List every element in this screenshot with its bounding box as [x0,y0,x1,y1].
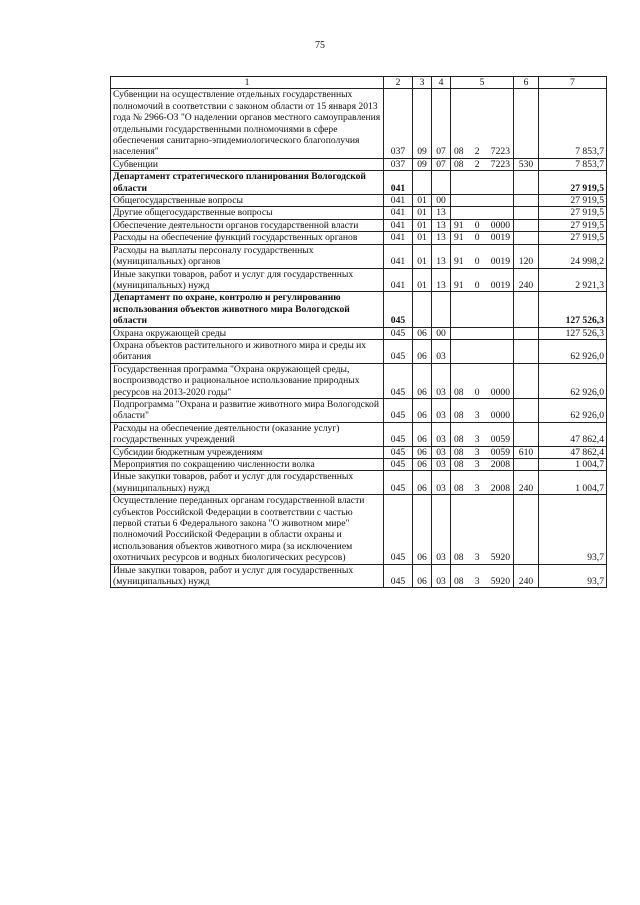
row-name-cell: Расходы на обеспечение функций государственных органов [111,232,384,244]
csr-direction-code: 0019 [490,256,510,268]
csr-direction-code: 2008 [490,459,510,470]
row-sum-cell: 27 919,5 [539,207,607,219]
csr-direction-code: 7223 [490,146,510,158]
row-vr-cell [514,363,539,398]
row-vr-cell: 240 [514,564,539,588]
csr-direction-code: 0059 [490,434,510,446]
row-pr-cell: 03 [432,471,451,495]
csr-subprogram-code: 3 [474,459,480,470]
row-pr-cell: 00 [432,195,451,207]
row-pr-cell: 03 [432,398,451,422]
row-grbs-cell: 045 [384,339,413,363]
row-pr-cell: 13 [432,219,451,231]
table-row [111,446,607,458]
row-pr-cell: 03 [432,422,451,446]
row-pr-cell: 03 [432,495,451,564]
row-rz-cell: 01 [413,232,432,244]
row-grbs-cell: 045 [384,327,413,339]
csr-program-code: 91 [454,256,464,268]
row-rz-cell: 06 [413,459,432,471]
row-name-cell: Другие общегосударственные вопросы [111,207,384,219]
csr-code-parts [453,146,511,157]
csr-program-code: 08 [454,146,464,158]
row-vr-cell [514,398,539,422]
csr-program-code: 91 [454,219,464,231]
row-grbs-cell: 045 [384,495,413,564]
table-row [111,398,607,422]
table-row [111,207,607,219]
row-grbs-cell: 041 [384,195,413,207]
row-csr-cell [451,232,514,244]
csr-direction-code: 0019 [490,232,510,244]
row-sum-cell: 27 919,5 [539,219,607,231]
row-vr-cell [514,495,539,564]
row-pr-cell: 13 [432,232,451,244]
row-grbs-cell: 037 [384,89,413,158]
row-name-cell: Обеспечение деятельности органов государственной власти [111,219,384,231]
row-rz-cell: 01 [413,195,432,207]
row-grbs-cell: 045 [384,446,413,458]
row-grbs-cell: 045 [384,422,413,446]
row-pr-cell: 03 [432,446,451,458]
csr-direction-code: 2008 [490,482,510,494]
row-csr-cell [451,422,514,446]
table-row [111,195,607,207]
row-rz-cell: 06 [413,422,432,446]
row-name-cell: Субвенции на осуществление отдельных государственных полномочий в соответствии с законом области от 15 января 2013 года № 2966-ОЗ "О наделении органов местного самоуправления отдельными государственными полномочиями в сфере обеспечения санитарно-эпидемиологического благополучия населения" [111,89,384,158]
csr-code-parts [453,576,511,587]
row-csr-cell [451,446,514,458]
row-grbs-cell: 037 [384,158,413,170]
table-row [111,471,607,495]
row-vr-cell [514,171,539,195]
table-row [111,171,607,195]
header-cell-pr: 4 [432,77,451,89]
row-grbs-cell: 045 [384,564,413,588]
csr-code-parts [453,280,511,291]
row-csr-cell [451,171,514,195]
row-sum-cell: 93,7 [539,495,607,564]
table-row [111,459,607,471]
csr-subprogram-code: 2 [474,158,480,170]
row-rz-cell: 09 [413,158,432,170]
row-sum-cell: 2 921,3 [539,268,607,292]
row-name-cell: Расходы на выплаты персоналу государственных (муниципальных) органов [111,244,384,268]
csr-code-parts [453,483,511,494]
row-vr-cell [514,339,539,363]
row-csr-cell [451,495,514,564]
row-vr-cell [514,232,539,244]
budget-table-body [111,77,607,588]
row-name-cell: Иные закупки товаров, работ и услуг для государственных (муниципальных) нужд [111,268,384,292]
table-header-row [111,77,607,89]
row-csr-cell [451,268,514,292]
table-row [111,292,607,327]
row-pr-cell [432,292,451,327]
row-name-cell: Охрана объектов растительного и животного мира и среды их обитания [111,339,384,363]
table-row [111,244,607,268]
row-sum-cell: 24 998,2 [539,244,607,268]
row-rz-cell: 09 [413,89,432,158]
csr-subprogram-code: 3 [474,410,480,422]
csr-program-code: 08 [454,158,464,170]
row-vr-cell [514,89,539,158]
row-vr-cell [514,459,539,471]
row-vr-cell [514,219,539,231]
row-name-cell: Государственная программа "Охрана окружающей среды, воспроизводство и рациональное использование природных ресурсов на 2013-2020 годы" [111,363,384,398]
csr-direction-code: 0059 [490,446,510,458]
row-sum-cell: 93,7 [539,564,607,588]
row-sum-cell: 7 853,7 [539,158,607,170]
page-number: 75 [315,40,325,51]
header-cell-csr: 5 [451,77,514,89]
row-rz-cell [413,292,432,327]
csr-program-code: 08 [454,576,464,588]
row-name-cell: Подпрограмма "Охрана и развитие животного мира Вологодской области" [111,398,384,422]
csr-program-code: 91 [454,232,464,244]
row-rz-cell: 06 [413,363,432,398]
csr-program-code: 08 [454,434,464,446]
row-name-cell: Департамент стратегического планирования Вологодской области [111,171,384,195]
row-rz-cell: 06 [413,398,432,422]
table-row [111,89,607,158]
row-csr-cell [451,339,514,363]
csr-subprogram-code: 3 [474,576,480,588]
row-csr-cell [451,195,514,207]
table-row [111,268,607,292]
csr-subprogram-code: 0 [474,279,480,291]
row-pr-cell: 03 [432,564,451,588]
row-sum-cell: 1 004,7 [539,471,607,495]
row-vr-cell [514,195,539,207]
csr-subprogram-code: 2 [474,146,480,158]
csr-subprogram-code: 3 [474,446,480,458]
table-row [111,339,607,363]
row-vr-cell: 120 [514,244,539,268]
row-name-cell: Субсидии бюджетным учреждениям [111,446,384,458]
csr-direction-code: 0000 [490,386,510,398]
table-row [111,564,607,588]
row-grbs-cell: 041 [384,171,413,195]
row-sum-cell: 127 526,3 [539,327,607,339]
row-name-cell: Мероприятия по сокращению численности волка [111,459,384,471]
row-pr-cell: 07 [432,158,451,170]
row-grbs-cell: 045 [384,363,413,398]
header-cell-name: 1 [111,77,384,89]
row-vr-cell: 240 [514,471,539,495]
csr-code-parts [453,232,511,243]
csr-code-parts [453,256,511,267]
row-grbs-cell: 045 [384,459,413,471]
row-rz-cell: 06 [413,339,432,363]
row-name-cell: Департамент по охране, контролю и регулированию использования объектов животного мира Вологодской области [111,292,384,327]
row-grbs-cell: 045 [384,471,413,495]
row-rz-cell: 01 [413,219,432,231]
csr-subprogram-code: 0 [474,386,480,398]
csr-direction-code: 0019 [490,279,510,291]
row-name-cell: Иные закупки товаров, работ и услуг для государственных (муниципальных) нужд [111,471,384,495]
csr-subprogram-code: 3 [474,552,480,564]
row-sum-cell: 27 919,5 [539,232,607,244]
csr-code-parts [453,447,511,458]
row-csr-cell [451,292,514,327]
table-row [111,495,607,564]
csr-code-parts [453,410,511,421]
csr-direction-code: 5920 [490,552,510,564]
row-csr-cell [451,89,514,158]
row-name-cell: Общегосударственные вопросы [111,195,384,207]
row-pr-cell: 07 [432,89,451,158]
row-csr-cell [451,564,514,588]
table-row [111,232,607,244]
csr-subprogram-code: 0 [474,232,480,244]
row-pr-cell: 00 [432,327,451,339]
row-vr-cell [514,292,539,327]
row-sum-cell: 62 926,0 [539,363,607,398]
row-pr-cell: 03 [432,339,451,363]
row-pr-cell: 13 [432,268,451,292]
row-vr-cell: 240 [514,268,539,292]
row-sum-cell: 62 926,0 [539,398,607,422]
row-csr-cell [451,471,514,495]
csr-code-parts [453,159,511,170]
csr-direction-code: 0000 [490,219,510,231]
row-grbs-cell: 041 [384,232,413,244]
csr-program-code: 08 [454,482,464,494]
csr-program-code: 08 [454,459,464,470]
row-csr-cell [451,219,514,231]
row-name-cell: Охрана окружающей среды [111,327,384,339]
row-grbs-cell: 041 [384,268,413,292]
table-row [111,158,607,170]
row-sum-cell: 27 919,5 [539,195,607,207]
row-grbs-cell: 041 [384,219,413,231]
row-name-cell: Осуществление переданных органам государственной власти субъектов Российской Федерации в соответствии с частью первой статьи 6 Федерального закона "О животном мире" полномочий Российской Федерации в области охраны и использования объектов животного мира (за исключением охотничьих ресурсов и водных биологических ресурсов) [111,495,384,564]
table-row [111,327,607,339]
csr-program-code: 08 [454,386,464,398]
row-name-cell: Расходы на обеспечение деятельности (оказание услуг) государственных учреждений [111,422,384,446]
csr-direction-code: 5920 [490,576,510,588]
row-vr-cell: 530 [514,158,539,170]
csr-direction-code: 7223 [490,158,510,170]
row-csr-cell [451,207,514,219]
row-name-cell: Субвенции [111,158,384,170]
header-cell-grbs: 2 [384,77,413,89]
row-pr-cell [432,171,451,195]
row-pr-cell: 13 [432,244,451,268]
csr-subprogram-code: 0 [474,256,480,268]
row-rz-cell [413,171,432,195]
row-pr-cell: 03 [432,459,451,471]
row-sum-cell: 7 853,7 [539,89,607,158]
row-vr-cell [514,422,539,446]
row-sum-cell: 62 926,0 [539,339,607,363]
csr-code-parts [453,459,511,470]
row-csr-cell [451,158,514,170]
row-csr-cell [451,327,514,339]
csr-program-code: 08 [454,552,464,564]
row-rz-cell: 01 [413,207,432,219]
csr-subprogram-code: 3 [474,482,480,494]
row-grbs-cell: 041 [384,244,413,268]
row-sum-cell: 127 526,3 [539,292,607,327]
row-rz-cell: 06 [413,471,432,495]
row-rz-cell: 01 [413,268,432,292]
row-vr-cell [514,207,539,219]
row-sum-cell: 47 862,4 [539,446,607,458]
row-grbs-cell: 045 [384,292,413,327]
row-sum-cell: 27 919,5 [539,171,607,195]
csr-subprogram-code: 3 [474,434,480,446]
csr-code-parts [453,434,511,445]
table-row [111,219,607,231]
csr-code-parts [453,387,511,398]
row-rz-cell: 06 [413,327,432,339]
row-pr-cell: 03 [432,363,451,398]
csr-program-code: 08 [454,446,464,458]
row-csr-cell [451,398,514,422]
row-vr-cell [514,327,539,339]
budget-table [110,76,607,588]
header-cell-vr: 6 [514,77,539,89]
row-grbs-cell: 041 [384,207,413,219]
table-row [111,422,607,446]
csr-program-code: 08 [454,410,464,422]
row-grbs-cell: 045 [384,398,413,422]
row-csr-cell [451,244,514,268]
row-rz-cell: 01 [413,244,432,268]
csr-code-parts [453,220,511,231]
csr-program-code: 91 [454,279,464,291]
row-csr-cell [451,459,514,471]
row-rz-cell: 06 [413,446,432,458]
row-rz-cell: 06 [413,495,432,564]
row-name-cell: Иные закупки товаров, работ и услуг для государственных (муниципальных) нужд [111,564,384,588]
csr-code-parts [453,552,511,563]
row-sum-cell: 1 004,7 [539,459,607,471]
header-cell-rz: 3 [413,77,432,89]
row-sum-cell: 47 862,4 [539,422,607,446]
row-csr-cell [451,363,514,398]
csr-subprogram-code: 0 [474,219,480,231]
header-cell-sum: 7 [539,77,607,89]
csr-direction-code: 0000 [490,410,510,422]
table-row [111,363,607,398]
row-pr-cell: 13 [432,207,451,219]
row-rz-cell: 06 [413,564,432,588]
row-vr-cell: 610 [514,446,539,458]
